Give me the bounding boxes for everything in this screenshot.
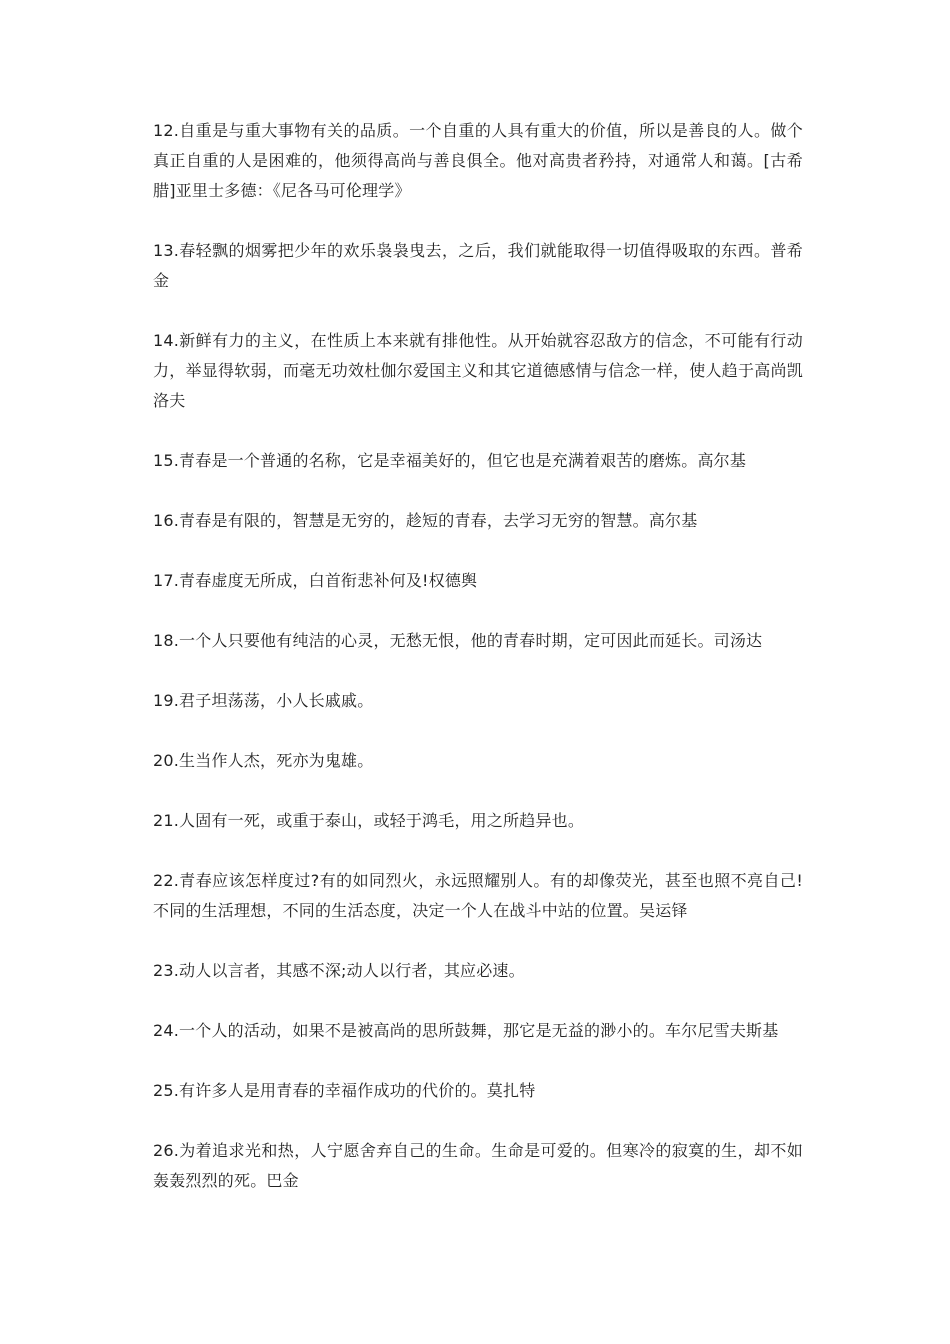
- quote-paragraph-24: 24.一个人的活动，如果不是被高尚的思所鼓舞，那它是无益的渺小的。车尔尼雪夫斯基: [153, 1021, 779, 1040]
- quote-paragraph-26: 26.为着追求光和热，人宁愿舍弃自己的生命。生命是可爱的。但寒冷的寂寞的生，却不如轰轰烈烈的死。巴金: [153, 1141, 803, 1190]
- quote-paragraph-19: 19.君子坦荡荡，小人长戚戚。: [153, 691, 374, 710]
- quote-list: [153, 116, 803, 1226]
- quote-paragraph-12: 12.自重是与重大事物有关的品质。一个自重的人具有重大的价值，所以是善良的人。做个真正自重的人是困难的，他须得高尚与善良俱全。他对高贵者矜持，对通常人和蔼。[古希腊]亚里士多德：《尼各马可伦理学》: [153, 121, 803, 200]
- quote-paragraph-22: 22.青春应该怎样度过?有的如同烈火，永远照耀别人。有的却像荧光，甚至也照不亮自己!不同的生活理想，不同的生活态度，决定一个人在战斗中站的位置。吴运铎: [153, 871, 803, 920]
- quote-paragraph-21: 21.人固有一死，或重于泰山，或轻于鸿毛，用之所趋异也。: [153, 811, 585, 830]
- quote-paragraph-13: 13.春轻飘的烟雾把少年的欢乐袅袅曳去，之后，我们就能取得一切值得吸取的东西。普希金: [153, 241, 803, 290]
- quote-paragraph-18: 18.一个人只要他有纯洁的心灵，无愁无恨，他的青春时期，定可因此而延长。司汤达: [153, 631, 763, 650]
- quote-paragraph-16: 16.青春是有限的，智慧是无穷的，趁短的青春，去学习无穷的智慧。高尔基: [153, 511, 698, 530]
- quote-paragraph-17: 17.青春虚度无所成，白首衔悲补何及!权德舆: [153, 571, 478, 590]
- quote-paragraph-14: 14.新鲜有力的主义，在性质上本来就有排他性。从开始就容忍敌方的信念，不可能有行动力，举显得软弱，而毫无功效杜伽尔爱国主义和其它道德感情与信念一样，使人趋于高尚凯洛夫: [153, 331, 803, 410]
- quote-paragraph-23: 23.动人以言者，其感不深;动人以行者，其应必速。: [153, 961, 525, 980]
- quote-paragraph-25: 25.有许多人是用青春的幸福作成功的代价的。莫扎特: [153, 1081, 536, 1100]
- quote-paragraph-20: 20.生当作人杰，死亦为鬼雄。: [153, 751, 374, 770]
- quote-paragraph-15: 15.青春是一个普通的名称，它是幸福美好的，但它也是充满着艰苦的磨炼。高尔基: [153, 451, 747, 470]
